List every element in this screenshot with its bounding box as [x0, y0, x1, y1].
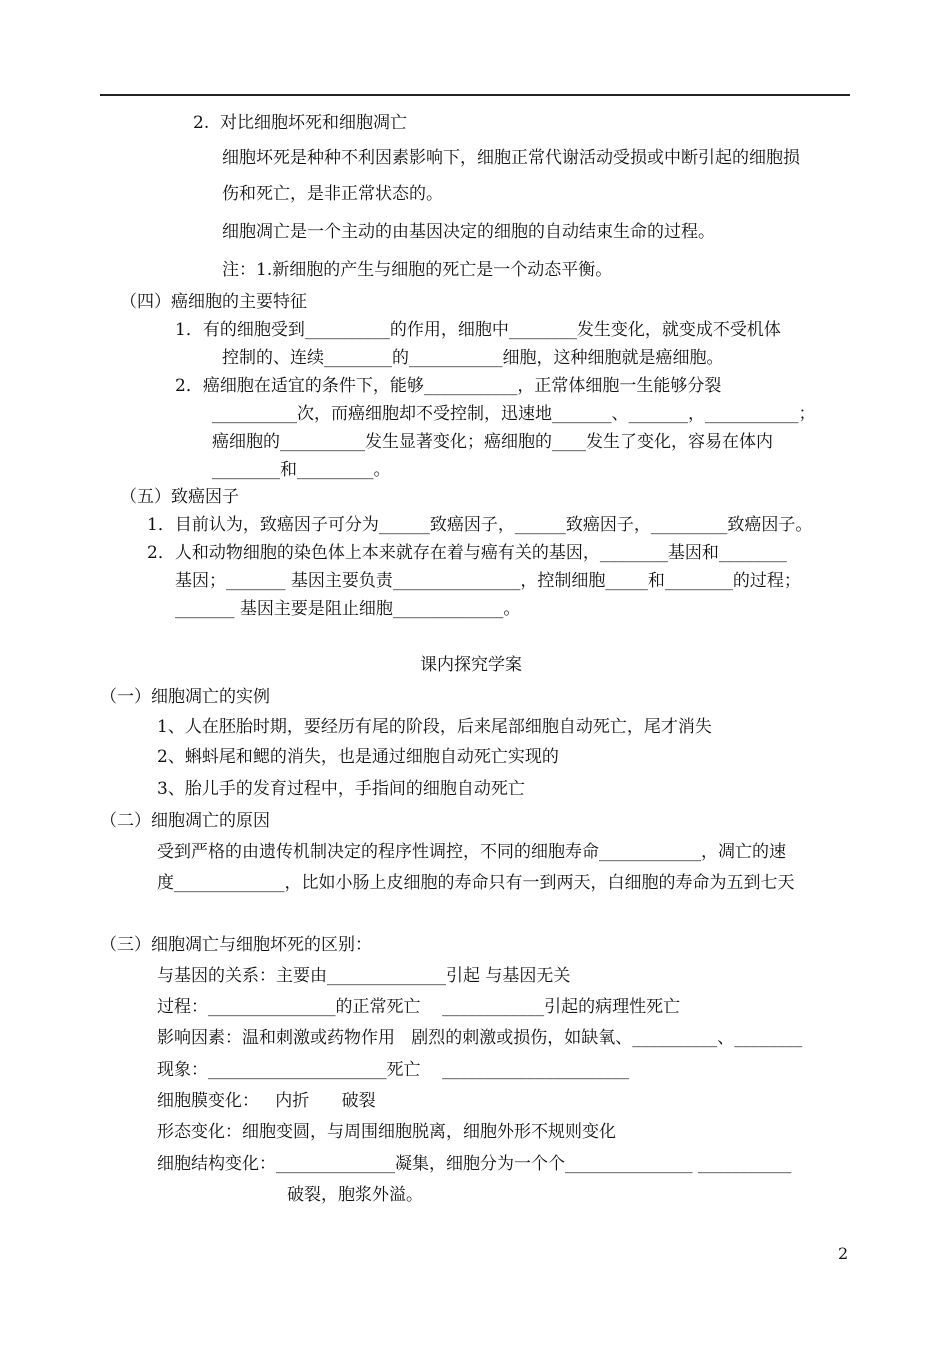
example-3: 3、胎儿手的发育过程中，手指间的细胞自动死亡	[157, 779, 525, 799]
section-title: 课内探究学案	[420, 655, 522, 675]
diff-structure-line-1: 细胞结构变化：______________凝集，细胞分为一个个_______________ ___________	[157, 1154, 792, 1174]
cancer-item-2-line-2: __________次，而癌细胞却不受控制，迅速地_______、_______，___________；	[212, 404, 816, 424]
part-3-heading: （三）细胞凋亡与细胞坏死的区别：	[100, 935, 372, 955]
diff-structure-line-2: 破裂，胞浆外溢。	[287, 1185, 423, 1205]
item-2-heading: 2. 对比细胞坏死和细胞凋亡	[193, 113, 408, 133]
example-2: 2、蝌蚪尾和鳃的消失，也是通过细胞自动死亡实现的	[157, 747, 559, 767]
cause-line-1: 受到严格的由遗传机制决定的程序性调控，不同的细胞寿命____________，凋亡的速	[157, 842, 786, 862]
example-1: 1、人在胚胎时期，要经历有尾的阶段，后来尾部细胞自动死亡，尾才消失	[157, 717, 712, 737]
necrosis-definition-line-2: 伤和死亡，是非正常状态的。	[222, 184, 443, 204]
part-1-heading: （一）细胞凋亡的实例	[100, 687, 270, 707]
note-line: 注：1.新细胞的产生与细胞的死亡是一个动态平衡。	[222, 260, 613, 280]
cancer-item-1-line-2: 控制的、连续________的___________细胞，这种细胞就是癌细胞。	[222, 348, 724, 368]
section-4-heading: （四）癌细胞的主要特征	[120, 292, 307, 312]
cancer-item-1-line-1: 1．有的细胞受到__________的作用，细胞中________发生变化，就变成不受机体	[175, 320, 781, 340]
diff-process: 过程：_______________的正常死亡 ____________引起的病理性死亡	[157, 997, 681, 1017]
cancer-item-2-line-4: ________和_________。	[212, 460, 391, 480]
diff-morphology: 形态变化：细胞变圆，与周围细胞脱离，细胞外形不规则变化	[157, 1122, 616, 1142]
carcinogen-item-1: 1．目前认为，致癌因子可分为______致癌因子，______致癌因子，_________致癌因子。	[147, 515, 813, 535]
carcinogen-item-2-line-1: 2．人和动物细胞的染色体上本来就存在着与癌有关的基因，________基因和________	[147, 543, 787, 563]
cancer-item-2-line-1: 2．癌细胞在适宜的条件下，能够___________，正常体细胞一生能够分裂	[175, 376, 722, 396]
header-rule	[100, 94, 850, 96]
part-2-heading: （二）细胞凋亡的原因	[100, 811, 270, 831]
necrosis-definition-line-1: 细胞坏死是种种不利因素影响下，细胞正常代谢活动受损或中断引起的细胞损	[222, 148, 800, 168]
apoptosis-definition: 细胞凋亡是一个主动的由基因决定的细胞的自动结束生命的过程。	[222, 222, 715, 242]
diff-factors: 影响因素：温和刺激或药物作用 剧烈的刺激或损伤，如缺氧、__________、________	[157, 1028, 803, 1048]
cancer-item-2-line-3: 癌细胞的__________发生显著变化；癌细胞的____发生了变化，容易在体内	[212, 432, 773, 452]
cause-line-2: 度_____________，比如小肠上皮细胞的寿命只有一到两天，白细胞的寿命为五到七天	[157, 873, 795, 893]
diff-phenomenon: 现象：_____________________死亡 ______________________	[157, 1060, 630, 1080]
diff-gene-relation: 与基因的关系：主要由______________引起 与基因无关	[157, 966, 571, 986]
section-5-heading: （五）致癌因子	[120, 487, 239, 507]
carcinogen-item-2-line-3: _______ 基因主要是阻止细胞_____________。	[175, 599, 521, 619]
diff-membrane: 细胞膜变化： 内折 破裂	[157, 1091, 376, 1111]
page-number: 2	[838, 1244, 849, 1263]
carcinogen-item-2-line-2: 基因；_______ 基因主要负责_______________，控制细胞_____和________的过程；	[175, 571, 801, 591]
